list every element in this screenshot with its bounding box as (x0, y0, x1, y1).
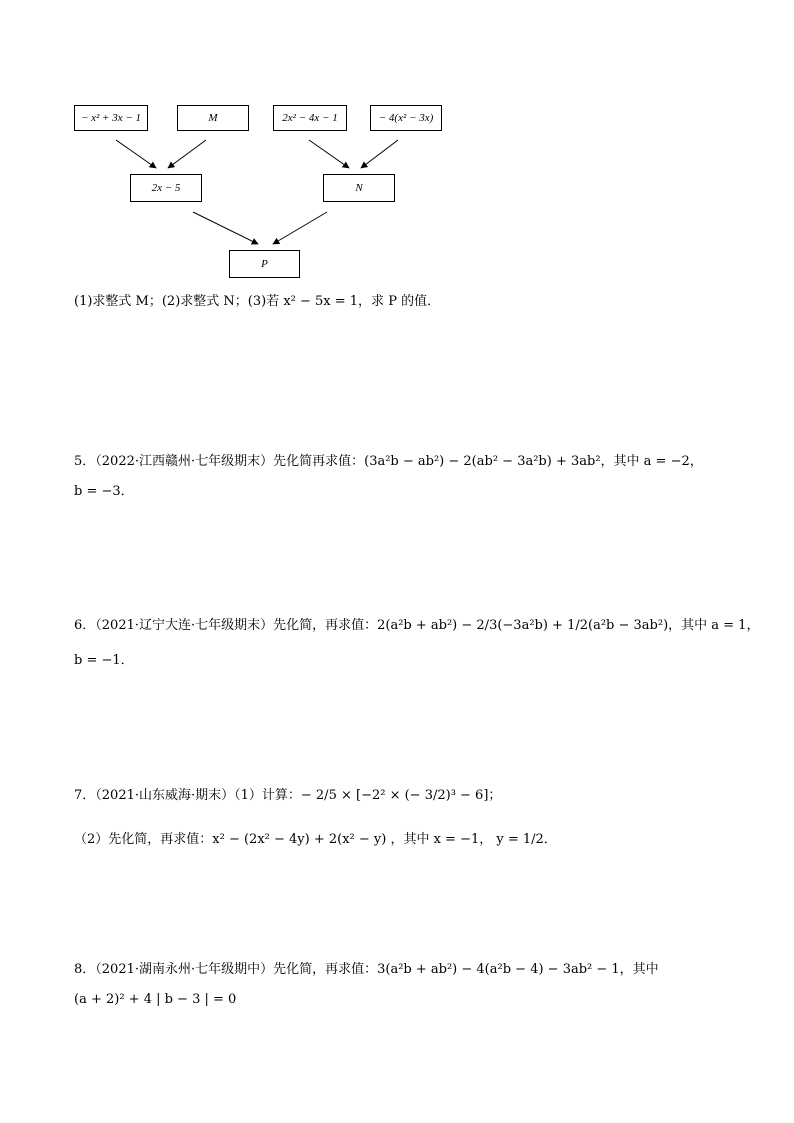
diagram-box-expression-1: − x² + 3x − 1 (74, 105, 148, 131)
diagram-box-m: M (177, 105, 249, 131)
diagram-box-expression-4: − 4(x² − 3x) (370, 105, 442, 131)
arrow-3 (309, 140, 349, 168)
q4-tasks: (1)求整式 M；(2)求整式 N；(3)若 x² − 5x = 1，求 P 的值． (74, 294, 441, 309)
diagram-box-n: N (323, 174, 395, 202)
q7-line-1: 7．（2021·山东威海·期末）（1）计算：− 2/5 × [−2² × (− 3/2)³ − 6]； (74, 788, 502, 803)
q7-line-2: （2）先化简，再求值：x² − (2x² − 4y) + 2(x² − y) ，其中 x = −1， y = 1/2． (74, 832, 557, 847)
q5-line-1: 5．（2022·江西赣州·七年级期末）先化简再求值：(3a²b − ab²) − 2(ab² − 3a²b) + 3ab²，其中 a = −2， (74, 454, 703, 469)
arrow-2 (168, 140, 206, 168)
diagram-box-p: P (229, 250, 300, 278)
diagram-arrows (0, 0, 794, 320)
q8-line-2: (a + 2)² + 4 | b − 3 | = 0 (74, 992, 237, 1007)
arrow-1 (116, 140, 156, 168)
diagram-box-expression-3: 2x² − 4x − 1 (273, 105, 347, 131)
arrow-5 (193, 212, 258, 244)
q8-line-1: 8．（2021·湖南永州·七年级期中）先化简，再求值：3(a²b + ab²) − 4(a²b − 4) − 3ab² − 1，其中 (74, 962, 659, 977)
q5-line-2: b = −3． (74, 484, 134, 499)
q6-line-1: 6．（2021·辽宁大连·七年级期末）先化简，再求值：2(a²b + ab²) − 2/3(−3a²b) + 1/2(a²b − 3ab²)，其中 a = 1， (74, 618, 760, 633)
arrow-6 (273, 212, 327, 244)
q6-line-2: b = −1． (74, 653, 134, 668)
arrow-4 (361, 140, 398, 168)
diagram-box-2x-5: 2x − 5 (130, 174, 202, 202)
